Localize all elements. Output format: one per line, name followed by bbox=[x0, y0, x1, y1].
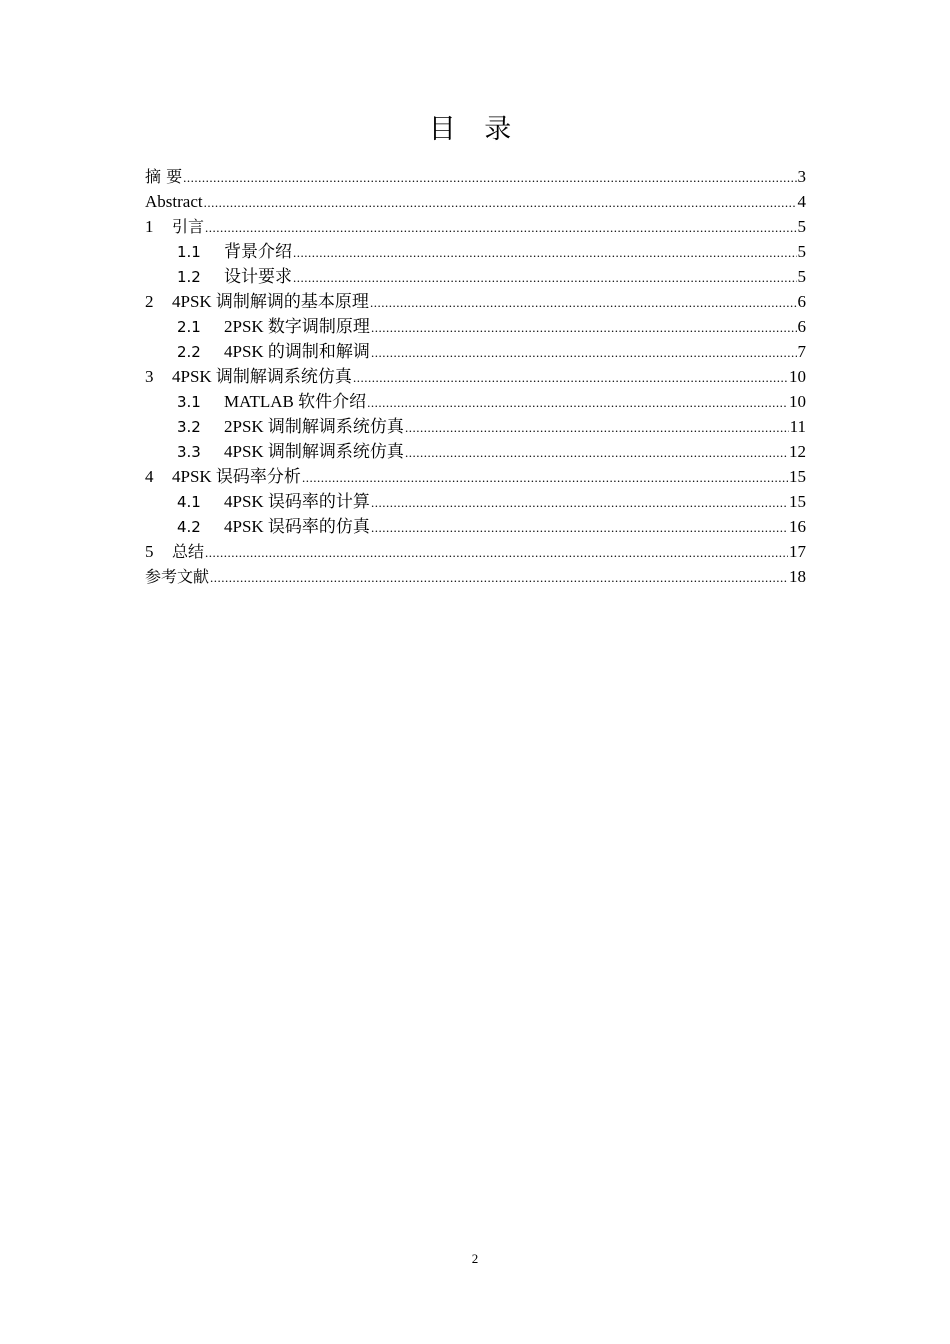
toc-entry-number: 3.3 bbox=[177, 443, 201, 461]
toc-entry-page: 7 bbox=[797, 342, 806, 361]
toc-dot-leader bbox=[302, 465, 788, 490]
toc-entry-number: 4 bbox=[145, 467, 154, 486]
toc-dot-leader bbox=[293, 265, 797, 290]
toc-entry-page: 5 bbox=[797, 217, 806, 236]
toc-entry-number: 1.1 bbox=[177, 243, 201, 261]
toc-entry-number: 3.2 bbox=[177, 418, 201, 436]
toc-entry-number: 2.1 bbox=[177, 318, 201, 336]
toc-entry-label: 2PSK 调制解调系统仿真 bbox=[224, 417, 404, 436]
toc-entry-number: 4.1 bbox=[177, 493, 201, 511]
toc-entry-1[interactable] bbox=[145, 214, 806, 239]
toc-entry-page: 17 bbox=[789, 542, 806, 561]
toc-entry-number: 3 bbox=[145, 367, 154, 386]
toc-entry-number: 3.1 bbox=[177, 393, 201, 411]
toc-dot-leader bbox=[205, 540, 788, 565]
toc-entry-number: 2 bbox=[145, 292, 154, 311]
toc-dot-leader bbox=[371, 315, 797, 340]
toc-entry-2[interactable] bbox=[145, 289, 806, 314]
toc-entry-page: 6 bbox=[797, 317, 806, 336]
toc-dot-leader bbox=[205, 215, 796, 240]
toc-entry-label: 4PSK 调制解调的基本原理 bbox=[172, 292, 369, 311]
toc-dot-leader bbox=[293, 240, 797, 265]
toc-entry-page: 18 bbox=[789, 567, 806, 586]
toc-entry-label: 4PSK 调制解调系统仿真 bbox=[172, 367, 352, 386]
toc-entry-page: 5 bbox=[797, 242, 806, 261]
toc-entry-label: 参考文献 bbox=[145, 567, 210, 586]
toc-entry-label: Abstract bbox=[145, 192, 203, 211]
toc-dot-leader bbox=[371, 340, 797, 365]
toc-dot-leader bbox=[183, 165, 796, 190]
toc-entry-references[interactable] bbox=[145, 564, 806, 589]
toc-entry-page: 4 bbox=[797, 192, 806, 211]
toc-entry-label: 4PSK 误码率的计算 bbox=[224, 492, 370, 511]
toc-entry-4[interactable] bbox=[145, 464, 806, 489]
toc-entry-label: 总结 bbox=[172, 542, 205, 561]
toc-dot-leader bbox=[371, 490, 788, 515]
toc-entry-3-1[interactable] bbox=[145, 389, 806, 414]
toc-entry-number: 5 bbox=[145, 542, 154, 561]
toc-entry-label: 设计要求 bbox=[224, 267, 292, 286]
toc-entry-4-1[interactable] bbox=[145, 489, 806, 514]
toc-entry-4-2[interactable] bbox=[145, 514, 806, 539]
toc-dot-leader bbox=[353, 365, 788, 390]
toc-entry-3-2[interactable] bbox=[145, 414, 806, 439]
toc-entry-label: 摘 要 bbox=[145, 167, 183, 186]
toc-entry-abstract-en[interactable] bbox=[145, 189, 806, 214]
page-number: 2 bbox=[471, 1251, 479, 1266]
toc-dot-leader bbox=[405, 440, 788, 465]
toc-entry-page: 16 bbox=[789, 517, 806, 536]
toc-entry-number: 4.2 bbox=[177, 518, 201, 536]
toc-entry-page: 5 bbox=[797, 267, 806, 286]
toc-entry-page: 15 bbox=[789, 492, 806, 511]
toc-dot-leader bbox=[210, 565, 788, 590]
toc-dot-leader bbox=[371, 515, 788, 540]
toc-entry-page: 6 bbox=[797, 292, 806, 311]
toc-entry-3-3[interactable] bbox=[145, 439, 806, 464]
toc-entry-label: 背景介绍 bbox=[224, 242, 292, 261]
toc-entry-page: 3 bbox=[797, 167, 806, 186]
toc-entry-label: 4PSK 调制解调系统仿真 bbox=[224, 442, 404, 461]
toc-dot-leader bbox=[204, 190, 797, 215]
toc-entry-label: 2PSK 数字调制原理 bbox=[224, 317, 370, 336]
toc-entry-label: MATLAB 软件介绍 bbox=[224, 392, 367, 411]
toc-entry-2-2[interactable] bbox=[145, 339, 806, 364]
toc-entry-label: 4PSK 误码率分析 bbox=[172, 467, 301, 486]
toc-entry-number: 1.2 bbox=[177, 268, 201, 286]
page-title: 目 录 bbox=[428, 114, 522, 145]
toc-entry-number: 1 bbox=[145, 217, 154, 236]
toc-entry-1-1[interactable] bbox=[145, 239, 806, 264]
toc-dot-leader bbox=[370, 290, 797, 315]
toc-entry-label: 4PSK 的调制和解调 bbox=[224, 342, 370, 361]
toc-entry-page: 11 bbox=[789, 417, 806, 436]
toc-entry-page: 10 bbox=[789, 392, 806, 411]
toc-entry-label: 引言 bbox=[172, 217, 205, 236]
toc-entry-1-2[interactable] bbox=[145, 264, 806, 289]
toc-entry-label: 4PSK 误码率的仿真 bbox=[224, 517, 370, 536]
toc-entry-3[interactable] bbox=[145, 364, 806, 389]
toc-entry-abstract-cn[interactable] bbox=[145, 164, 806, 189]
table-of-contents bbox=[145, 164, 806, 589]
toc-entry-2-1[interactable] bbox=[145, 314, 806, 339]
toc-entry-page: 15 bbox=[789, 467, 806, 486]
toc-dot-leader bbox=[367, 390, 788, 415]
toc-entry-number: 2.2 bbox=[177, 343, 201, 361]
toc-entry-page: 10 bbox=[789, 367, 806, 386]
toc-dot-leader bbox=[405, 415, 789, 440]
toc-entry-5[interactable] bbox=[145, 539, 806, 564]
toc-entry-page: 12 bbox=[789, 442, 806, 461]
